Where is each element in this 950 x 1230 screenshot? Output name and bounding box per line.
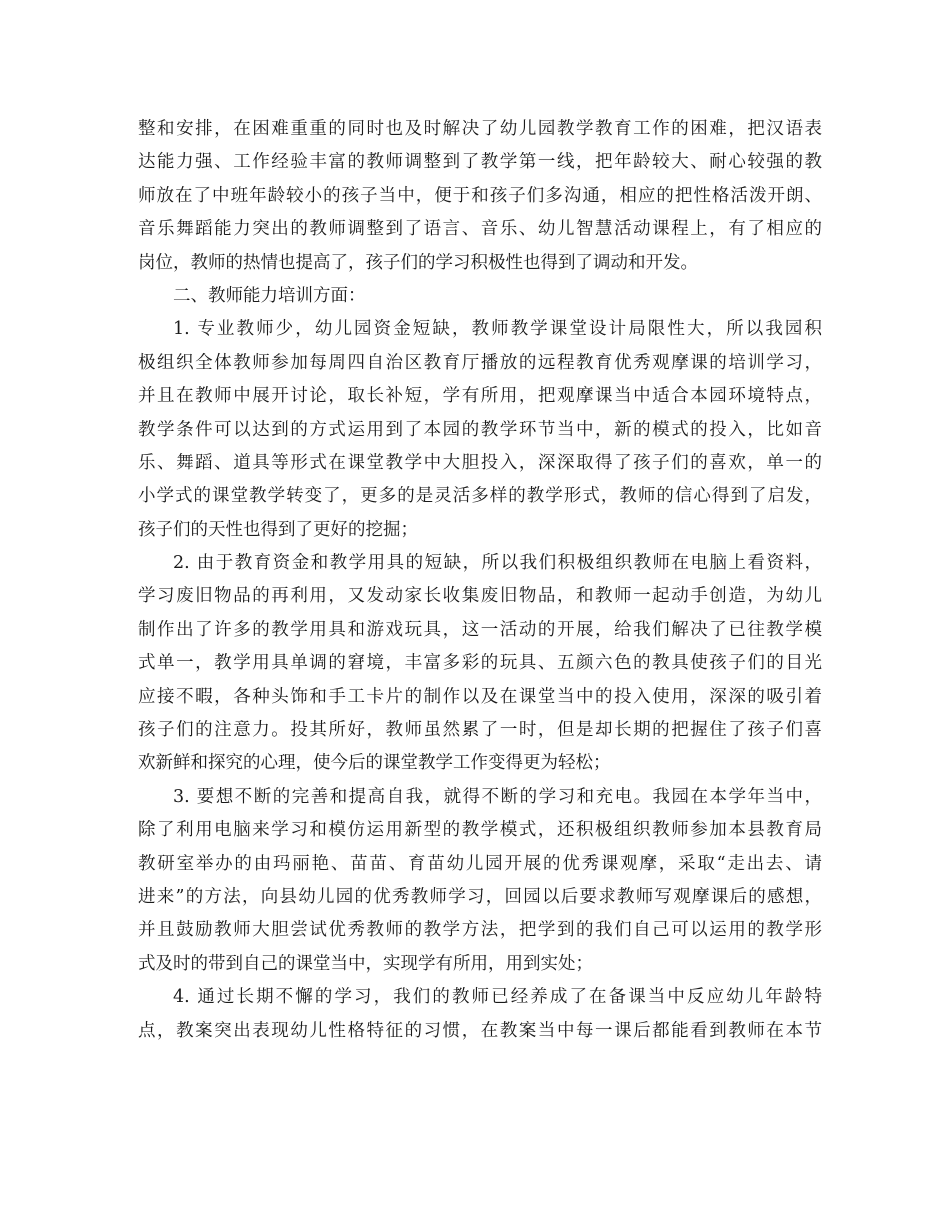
text-line: 师放在了中班年龄较小的孩子当中，便于和孩子们多沟通，相应的把性格活泼开朗、 [138,185,822,206]
text-line: 小学式的课堂教学转变了，更多的是灵活多样的教学形式，教师的信心得到了启发， [138,486,822,507]
list-item-4-line: 4. 通过长期不懈的学习，我们的教师已经养成了在备课当中反应幼儿年龄特 [173,987,822,1008]
section-heading: 二、教师能力培训方面： [173,285,366,306]
text-line: 学习废旧物品的再利用，又发动家长收集废旧物品，和教师一起动手创造，为幼儿 [138,586,822,607]
document-body [138,113,822,1048]
list-item-1-line: 1. 专业教师少，幼儿园资金短缺，教师教学课堂设计局限性大，所以我园积 [173,319,822,340]
text-line: 孩子们的注意力。投其所好，教师虽然累了一时，但是却长期的把握住了孩子们喜 [138,720,822,741]
text-line: 教研室举办的由玛丽艳、苗苗、育苗幼儿园开展的优秀课观摩，采取“走出去、请 [138,853,822,874]
text-line: 乐、舞蹈、道具等形式在课堂教学中大胆投入，深深取得了孩子们的喜欢，单一的 [138,452,822,473]
text-line: 孩子们的天性也得到了更好的挖掘； [138,519,418,540]
text-line: 式及时的带到自己的课堂当中，实现学有所用，用到实处； [138,953,593,974]
text-line: 教学条件可以达到的方式运用到了本园的教学环节当中，新的模式的投入，比如音 [138,419,822,440]
text-line: 岗位，教师的热情也提高了，孩子们的学习积极性也得到了调动和开发。 [138,252,698,273]
text-line: 式单一，教学用具单调的窘境，丰富多彩的玩具、五颜六色的教具使孩子们的目光 [138,653,822,674]
text-line: 极组织全体教师参加每周四自治区教育厅播放的远程教育优秀观摩课的培训学习， [138,352,822,373]
text-line: 制作出了许多的教学用具和游戏玩具，这一活动的开展，给我们解决了已往教学模 [138,619,822,640]
text-line: 音乐舞蹈能力突出的教师调整到了语言、音乐、幼儿智慧活动课程上，有了相应的 [138,219,822,240]
text-line: 进来”的方法，向县幼儿园的优秀教师学习，回园以后要求教师写观摩课后的感想， [138,886,822,907]
text-line: 并且鼓励教师大胆尝试优秀教师的教学方法，把学到的我们自己可以运用的教学形 [138,920,822,941]
list-item-2-line: 2. 由于教育资金和教学用具的短缺，所以我们积极组织教师在电脑上看资料， [173,553,822,574]
text-line: 并且在教师中展开讨论，取长补短，学有所用，把观摩课当中适合本园环境特点， [138,386,822,407]
text-line: 达能力强、工作经验丰富的教师调整到了教学第一线，把年龄较大、耐心较强的教 [138,152,822,173]
text-line: 整和安排，在困难重重的同时也及时解决了幼儿园教学教育工作的困难，把汉语表 [138,119,822,139]
text-line: 欢新鲜和探究的心理，使今后的课堂教学工作变得更为轻松； [138,753,611,774]
text-line: 点，教案突出表现幼儿性格特征的习惯，在教案当中每一课后都能看到教师在本节 [138,1020,822,1041]
list-item-3-line: 3. 要想不断的完善和提高自我，就得不断的学习和充电。我园在本学年当中， [173,786,822,807]
text-line: 除了利用电脑来学习和模仿运用新型的教学模式，还积极组织教师参加本县教育局 [138,820,822,841]
text-line: 应接不暇，各种头饰和手工卡片的制作以及在课堂当中的投入使用，深深的吸引着 [138,686,822,707]
